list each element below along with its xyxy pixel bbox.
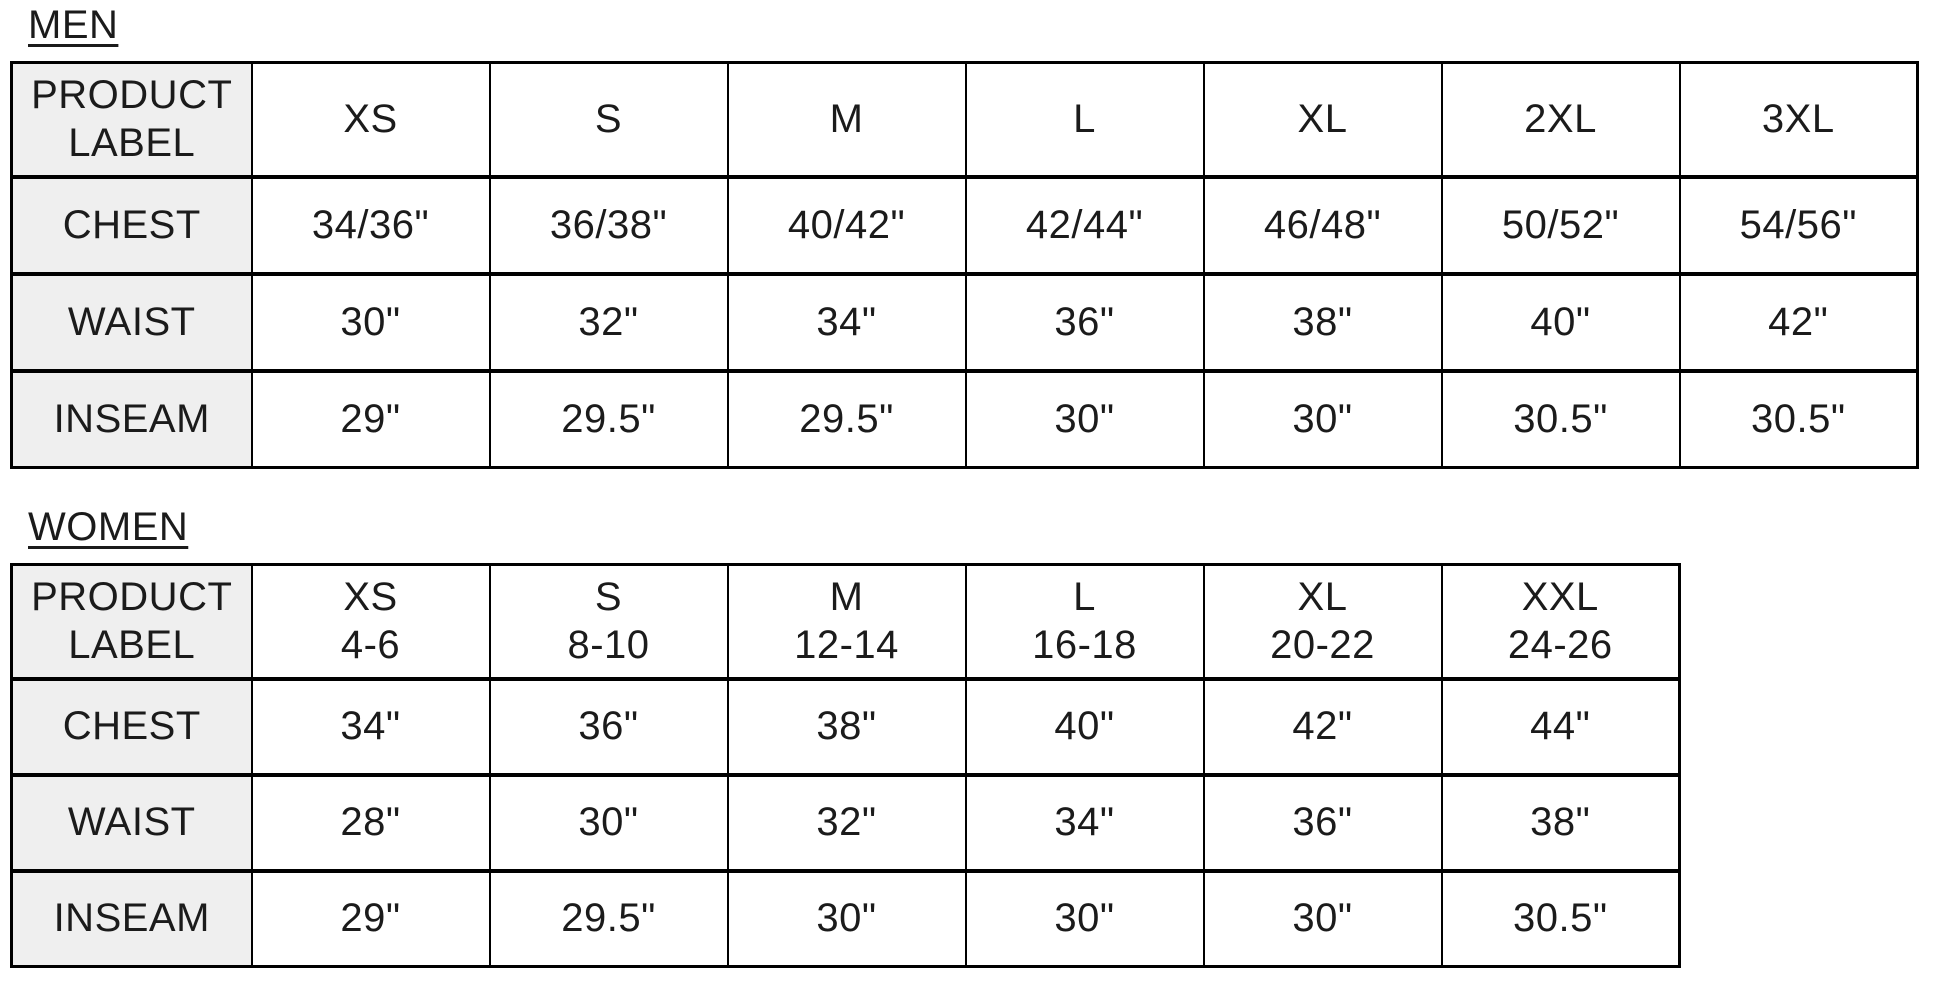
women-size-header-xxl	[1442, 565, 1680, 679]
women-size-header-xs	[252, 565, 490, 679]
men-product-label-header	[12, 63, 252, 177]
size-range: 24-26	[1507, 623, 1613, 668]
size-label: M	[829, 575, 864, 620]
women-chest-m: 38"	[728, 679, 966, 775]
women-row-label-chest: CHEST	[12, 679, 252, 775]
men-inseam-xl: 30"	[1204, 371, 1442, 468]
men-section-title: MEN	[28, 3, 119, 47]
women-chest-row	[12, 679, 1680, 775]
women-inseam-l: 30"	[966, 871, 1204, 967]
men-size-header-3xl: 3XL	[1680, 63, 1918, 177]
men-waist-2xl: 40"	[1442, 274, 1680, 371]
women-size-header-m	[728, 565, 966, 679]
men-chest-l: 42/44"	[966, 177, 1204, 274]
men-chest-xs: 34/36"	[252, 177, 490, 274]
men-inseam-xs: 29"	[252, 371, 490, 468]
product-label-line1: PRODUCT	[31, 575, 233, 620]
women-waist-xxl: 38"	[1442, 775, 1680, 871]
men-inseam-s: 29.5"	[490, 371, 728, 468]
men-waist-m: 34"	[728, 274, 966, 371]
size-label: XS	[343, 575, 398, 620]
size-label: S	[594, 575, 623, 620]
women-row-label-inseam: INSEAM	[12, 871, 252, 967]
men-row-label-inseam: INSEAM	[12, 371, 252, 468]
women-waist-row	[12, 775, 1680, 871]
size-range: 20-22	[1270, 623, 1375, 668]
men-chest-s: 36/38"	[490, 177, 728, 274]
men-size-header-xs: XS	[252, 63, 490, 177]
women-waist-xs: 28"	[252, 775, 490, 871]
product-label-line1: PRODUCT	[31, 73, 233, 118]
product-label-line2: LABEL	[68, 623, 196, 668]
men-size-header-s: S	[490, 63, 728, 177]
women-inseam-s: 29.5"	[490, 871, 728, 967]
men-inseam-2xl: 30.5"	[1442, 371, 1680, 468]
men-header-row	[12, 63, 1918, 177]
size-range: 16-18	[1032, 623, 1137, 668]
men-size-header-2xl: 2XL	[1442, 63, 1680, 177]
size-label: XL	[1297, 575, 1348, 620]
men-waist-s: 32"	[490, 274, 728, 371]
women-inseam-xl: 30"	[1204, 871, 1442, 967]
men-chest-3xl: 54/56"	[1680, 177, 1918, 274]
women-waist-xl: 36"	[1204, 775, 1442, 871]
men-size-header-m: M	[728, 63, 966, 177]
women-inseam-xxl: 30.5"	[1442, 871, 1680, 967]
women-chest-xs: 34"	[252, 679, 490, 775]
product-label-line2: LABEL	[68, 121, 196, 166]
women-chest-l: 40"	[966, 679, 1204, 775]
men-size-header-xl: XL	[1204, 63, 1442, 177]
men-size-header-l: L	[966, 63, 1204, 177]
size-range: 8-10	[567, 623, 650, 668]
women-inseam-m: 30"	[728, 871, 966, 967]
size-range: 4-6	[340, 623, 401, 668]
women-size-header-l	[966, 565, 1204, 679]
women-size-chart-table	[10, 563, 1681, 968]
women-inseam-row	[12, 871, 1680, 967]
men-inseam-row	[12, 371, 1918, 468]
women-section-title: WOMEN	[28, 505, 189, 549]
men-waist-row	[12, 274, 1918, 371]
women-waist-s: 30"	[490, 775, 728, 871]
size-label: XXL	[1521, 575, 1599, 620]
women-row-label-waist: WAIST	[12, 775, 252, 871]
size-range: 12-14	[794, 623, 899, 668]
men-row-label-waist: WAIST	[12, 274, 252, 371]
men-waist-xl: 38"	[1204, 274, 1442, 371]
men-inseam-3xl: 30.5"	[1680, 371, 1918, 468]
women-size-header-xl	[1204, 565, 1442, 679]
men-chest-row	[12, 177, 1918, 274]
men-inseam-m: 29.5"	[728, 371, 966, 468]
women-waist-m: 32"	[728, 775, 966, 871]
size-label: L	[1073, 575, 1096, 620]
men-chest-xl: 46/48"	[1204, 177, 1442, 274]
men-size-chart-table	[10, 61, 1919, 469]
men-waist-l: 36"	[966, 274, 1204, 371]
men-chest-2xl: 50/52"	[1442, 177, 1680, 274]
men-row-label-chest: CHEST	[12, 177, 252, 274]
women-header-row	[12, 565, 1680, 679]
men-waist-3xl: 42"	[1680, 274, 1918, 371]
women-chest-s: 36"	[490, 679, 728, 775]
women-waist-l: 34"	[966, 775, 1204, 871]
women-size-header-s	[490, 565, 728, 679]
women-chest-xxl: 44"	[1442, 679, 1680, 775]
men-chest-m: 40/42"	[728, 177, 966, 274]
women-inseam-xs: 29"	[252, 871, 490, 967]
women-chest-xl: 42"	[1204, 679, 1442, 775]
men-waist-xs: 30"	[252, 274, 490, 371]
men-inseam-l: 30"	[966, 371, 1204, 468]
women-product-label-header	[12, 565, 252, 679]
